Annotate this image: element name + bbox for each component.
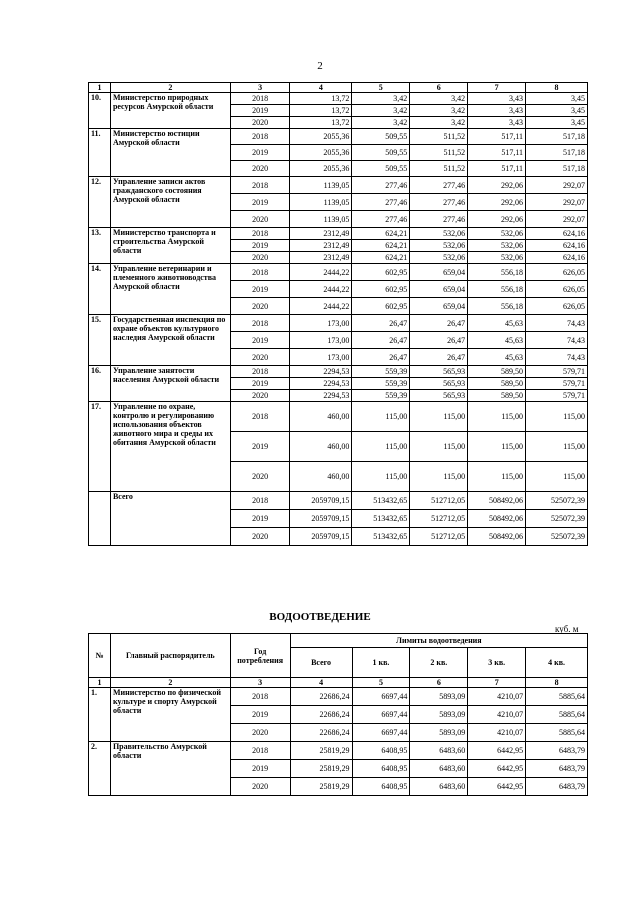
- value-cell: 509,55: [352, 145, 410, 161]
- table-row: [89, 402, 588, 432]
- value-cell: 2055,36: [290, 129, 352, 145]
- year-cell: 2019: [230, 105, 290, 117]
- row-index: 1.: [89, 688, 111, 742]
- row-index: 13.: [89, 228, 111, 264]
- value-cell: 74,43: [526, 315, 588, 332]
- value-cell: 6442,95: [468, 742, 526, 760]
- value-cell: 508492,06: [468, 528, 526, 546]
- row-index: 17.: [89, 402, 111, 492]
- value-cell: 6697,44: [352, 724, 410, 742]
- value-cell: 6442,95: [468, 778, 526, 796]
- sub-header: 2 кв.: [410, 648, 468, 678]
- value-cell: 26,47: [352, 315, 410, 332]
- column-number: 8: [526, 83, 588, 93]
- value-cell: 292,06: [468, 194, 526, 211]
- row-index: 15.: [89, 315, 111, 366]
- row-index: 12.: [89, 177, 111, 228]
- value-cell: 115,00: [352, 402, 410, 432]
- value-cell: 22686,24: [290, 724, 352, 742]
- year-cell: 2018: [230, 742, 290, 760]
- value-cell: 532,06: [410, 228, 468, 240]
- value-cell: 579,71: [526, 378, 588, 390]
- row-index: 16.: [89, 366, 111, 402]
- year-cell: 2018: [230, 93, 290, 105]
- value-cell: 2055,36: [290, 145, 352, 161]
- value-cell: 13,72: [290, 105, 352, 117]
- value-cell: 659,04: [410, 298, 468, 315]
- value-cell: 509,55: [352, 161, 410, 177]
- distributor-name: Управление занятости населения Амурской области: [110, 366, 230, 402]
- value-cell: 6442,95: [468, 760, 526, 778]
- distributor-name: Управление по охране, контролю и регулированию использования объектов животного мира и среды их обитания Амурской области: [110, 402, 230, 492]
- value-cell: 2059709,15: [290, 510, 352, 528]
- value-cell: 626,05: [526, 281, 588, 298]
- value-cell: 3,43: [468, 105, 526, 117]
- year-cell: 2018: [230, 366, 290, 378]
- year-cell: 2019: [230, 432, 290, 462]
- column-number: 6: [410, 678, 468, 688]
- year-cell: 2019: [230, 281, 290, 298]
- value-cell: 460,00: [290, 462, 352, 492]
- table-row: [89, 264, 588, 281]
- value-cell: 13,72: [290, 117, 352, 129]
- year-cell: 2019: [230, 194, 290, 211]
- value-cell: 115,00: [468, 462, 526, 492]
- year-cell: 2020: [230, 462, 290, 492]
- distributor-name: Всего: [110, 492, 230, 546]
- value-cell: 277,46: [410, 177, 468, 194]
- value-cell: 173,00: [290, 332, 352, 349]
- value-cell: 626,05: [526, 298, 588, 315]
- row-index: 14.: [89, 264, 111, 315]
- value-cell: 3,45: [526, 93, 588, 105]
- column-number-row: [89, 83, 588, 93]
- year-cell: 2018: [230, 177, 290, 194]
- table-row: [89, 93, 588, 105]
- value-cell: 556,18: [468, 281, 526, 298]
- year-cell: 2018: [230, 315, 290, 332]
- value-cell: 5893,09: [410, 706, 468, 724]
- value-cell: 292,06: [468, 177, 526, 194]
- value-cell: 3,43: [468, 117, 526, 129]
- value-cell: 22686,24: [290, 688, 352, 706]
- value-cell: 512712,05: [410, 510, 468, 528]
- value-cell: 624,16: [526, 252, 588, 264]
- value-cell: 173,00: [290, 315, 352, 332]
- value-cell: 2444,22: [290, 264, 352, 281]
- value-cell: 624,16: [526, 240, 588, 252]
- col-no-header: №: [89, 634, 111, 678]
- section-title: ВОДООТВЕДЕНИЕ: [269, 611, 371, 623]
- value-cell: 511,52: [410, 161, 468, 177]
- value-cell: 26,47: [410, 315, 468, 332]
- value-cell: 2444,22: [290, 298, 352, 315]
- value-cell: 3,42: [410, 105, 468, 117]
- value-cell: 4210,07: [468, 706, 526, 724]
- row-index: 11.: [89, 129, 111, 177]
- value-cell: 3,42: [352, 105, 410, 117]
- value-cell: 624,21: [352, 240, 410, 252]
- value-cell: 3,45: [526, 105, 588, 117]
- year-cell: 2019: [230, 510, 290, 528]
- value-cell: 25819,29: [290, 760, 352, 778]
- value-cell: 277,46: [352, 194, 410, 211]
- column-number: 2: [110, 678, 230, 688]
- value-cell: 5885,64: [526, 724, 588, 742]
- value-cell: 5893,09: [410, 688, 468, 706]
- year-cell: 2020: [230, 390, 290, 402]
- value-cell: 659,04: [410, 281, 468, 298]
- distributor-name: Государственная инспекция по охране объектов культурного наследия Амурской области: [110, 315, 230, 366]
- value-cell: 277,46: [352, 177, 410, 194]
- value-cell: 589,50: [468, 378, 526, 390]
- value-cell: 602,95: [352, 264, 410, 281]
- row-index: 2.: [89, 742, 111, 796]
- column-number: 7: [468, 678, 526, 688]
- distributor-name: Правительство Амурской области: [110, 742, 230, 796]
- value-cell: 115,00: [410, 432, 468, 462]
- page-number: 2: [317, 60, 323, 72]
- year-cell: 2020: [230, 117, 290, 129]
- distributor-name: Министерство природных ресурсов Амурской области: [110, 93, 230, 129]
- allocation-table-2: [88, 633, 588, 796]
- value-cell: 6408,95: [352, 760, 410, 778]
- value-cell: 532,06: [410, 240, 468, 252]
- year-cell: 2019: [230, 760, 290, 778]
- value-cell: 556,18: [468, 264, 526, 281]
- value-cell: 511,52: [410, 145, 468, 161]
- column-number: 4: [290, 678, 352, 688]
- value-cell: 579,71: [526, 366, 588, 378]
- sub-header: 4 кв.: [526, 648, 588, 678]
- sub-header: 1 кв.: [352, 648, 410, 678]
- distributor-name: Управление записи актов гражданского состояния Амурской области: [110, 177, 230, 228]
- value-cell: 277,46: [410, 194, 468, 211]
- value-cell: 6483,79: [526, 760, 588, 778]
- value-cell: 1139,05: [290, 194, 352, 211]
- table-row: [89, 742, 588, 760]
- value-cell: 5893,09: [410, 724, 468, 742]
- year-cell: 2018: [230, 402, 290, 432]
- value-cell: 2444,22: [290, 281, 352, 298]
- value-cell: 556,18: [468, 298, 526, 315]
- value-cell: 513432,65: [352, 528, 410, 546]
- value-cell: 460,00: [290, 432, 352, 462]
- units-label: куб. м: [555, 624, 579, 634]
- distributor-name: Министерство транспорта и строительства Амурской области: [110, 228, 230, 264]
- value-cell: 559,39: [352, 390, 410, 402]
- value-cell: 532,06: [468, 252, 526, 264]
- value-cell: 115,00: [468, 432, 526, 462]
- table-row: [89, 366, 588, 378]
- value-cell: 277,46: [410, 211, 468, 228]
- value-cell: 6483,60: [410, 778, 468, 796]
- table-row: [89, 228, 588, 240]
- value-cell: 6483,60: [410, 742, 468, 760]
- value-cell: 5885,64: [526, 706, 588, 724]
- year-cell: 2020: [230, 778, 290, 796]
- value-cell: 22686,24: [290, 706, 352, 724]
- value-cell: 173,00: [290, 349, 352, 366]
- year-cell: 2018: [230, 264, 290, 281]
- year-cell: 2019: [230, 240, 290, 252]
- value-cell: 589,50: [468, 366, 526, 378]
- year-cell: 2019: [230, 706, 290, 724]
- value-cell: 513432,65: [352, 492, 410, 510]
- year-cell: 2018: [230, 492, 290, 510]
- value-cell: 624,21: [352, 228, 410, 240]
- value-cell: 74,43: [526, 349, 588, 366]
- col-name-header: Главный распорядитель: [110, 634, 230, 678]
- limits-header: Лимиты водоотведения: [290, 634, 587, 648]
- col-year-header: Год потребления: [230, 634, 290, 678]
- distributor-name: Министерство по физической культуре и спорту Амурской области: [110, 688, 230, 742]
- column-number: 3: [230, 678, 290, 688]
- value-cell: 559,39: [352, 366, 410, 378]
- value-cell: 532,06: [468, 228, 526, 240]
- value-cell: 508492,06: [468, 492, 526, 510]
- column-number: 2: [110, 83, 230, 93]
- value-cell: 589,50: [468, 390, 526, 402]
- column-number: 7: [468, 83, 526, 93]
- table-row: [89, 177, 588, 194]
- value-cell: 579,71: [526, 390, 588, 402]
- value-cell: 6408,95: [352, 742, 410, 760]
- value-cell: 3,45: [526, 117, 588, 129]
- value-cell: 2312,49: [290, 240, 352, 252]
- column-number: 8: [526, 678, 588, 688]
- value-cell: 74,43: [526, 332, 588, 349]
- value-cell: 292,06: [468, 211, 526, 228]
- value-cell: 4210,07: [468, 688, 526, 706]
- value-cell: 2312,49: [290, 228, 352, 240]
- value-cell: 3,42: [410, 93, 468, 105]
- sub-header: 3 кв.: [468, 648, 526, 678]
- value-cell: 115,00: [468, 402, 526, 432]
- value-cell: 517,18: [526, 145, 588, 161]
- value-cell: 292,07: [526, 177, 588, 194]
- column-number: 1: [89, 83, 111, 93]
- value-cell: 532,06: [468, 240, 526, 252]
- value-cell: 6483,79: [526, 742, 588, 760]
- value-cell: 3,43: [468, 93, 526, 105]
- value-cell: 45,63: [468, 332, 526, 349]
- value-cell: 512712,05: [410, 528, 468, 546]
- value-cell: 115,00: [410, 462, 468, 492]
- table-row: [89, 129, 588, 145]
- value-cell: 26,47: [410, 349, 468, 366]
- table-row: [89, 688, 588, 706]
- year-cell: 2020: [230, 161, 290, 177]
- value-cell: 6483,79: [526, 778, 588, 796]
- value-cell: 2059709,15: [290, 492, 352, 510]
- value-cell: 115,00: [352, 432, 410, 462]
- value-cell: 624,16: [526, 228, 588, 240]
- value-cell: 25819,29: [290, 778, 352, 796]
- value-cell: 2294,53: [290, 366, 352, 378]
- column-number: 3: [230, 83, 290, 93]
- year-cell: 2020: [230, 349, 290, 366]
- value-cell: 2055,36: [290, 161, 352, 177]
- value-cell: 517,18: [526, 129, 588, 145]
- value-cell: 624,21: [352, 252, 410, 264]
- year-cell: 2020: [230, 298, 290, 315]
- year-cell: 2020: [230, 724, 290, 742]
- row-index: [89, 492, 111, 546]
- value-cell: 517,11: [468, 129, 526, 145]
- value-cell: 26,47: [352, 332, 410, 349]
- allocation-table-1: [88, 82, 588, 546]
- value-cell: 513432,65: [352, 510, 410, 528]
- column-number-row: [89, 678, 588, 688]
- year-cell: 2019: [230, 145, 290, 161]
- value-cell: 626,05: [526, 264, 588, 281]
- value-cell: 115,00: [526, 432, 588, 462]
- value-cell: 2294,53: [290, 390, 352, 402]
- value-cell: 1139,05: [290, 211, 352, 228]
- distributor-name: Управление ветеринарии и племенного животноводства Амурской области: [110, 264, 230, 315]
- value-cell: 2294,53: [290, 378, 352, 390]
- year-cell: 2020: [230, 211, 290, 228]
- table-row: [89, 492, 588, 510]
- column-number: 1: [89, 678, 111, 688]
- value-cell: 3,42: [352, 117, 410, 129]
- value-cell: 292,07: [526, 211, 588, 228]
- value-cell: 26,47: [352, 349, 410, 366]
- distributor-name: Министерство юстиции Амурской области: [110, 129, 230, 177]
- value-cell: 3,42: [352, 93, 410, 105]
- value-cell: 565,93: [410, 378, 468, 390]
- column-number: 4: [290, 83, 352, 93]
- value-cell: 25819,29: [290, 742, 352, 760]
- column-number: 5: [352, 83, 410, 93]
- value-cell: 277,46: [352, 211, 410, 228]
- value-cell: 6408,95: [352, 778, 410, 796]
- value-cell: 6697,44: [352, 706, 410, 724]
- value-cell: 45,63: [468, 315, 526, 332]
- value-cell: 460,00: [290, 402, 352, 432]
- value-cell: 4210,07: [468, 724, 526, 742]
- row-index: 10.: [89, 93, 111, 129]
- value-cell: 525072,39: [526, 528, 588, 546]
- value-cell: 602,95: [352, 281, 410, 298]
- year-cell: 2019: [230, 378, 290, 390]
- value-cell: 532,06: [410, 252, 468, 264]
- value-cell: 559,39: [352, 378, 410, 390]
- value-cell: 659,04: [410, 264, 468, 281]
- value-cell: 525072,39: [526, 510, 588, 528]
- value-cell: 509,55: [352, 129, 410, 145]
- value-cell: 517,11: [468, 145, 526, 161]
- year-cell: 2018: [230, 688, 290, 706]
- value-cell: 517,11: [468, 161, 526, 177]
- value-cell: 517,18: [526, 161, 588, 177]
- value-cell: 508492,06: [468, 510, 526, 528]
- value-cell: 115,00: [352, 462, 410, 492]
- value-cell: 13,72: [290, 93, 352, 105]
- table-row: [89, 315, 588, 332]
- value-cell: 5885,64: [526, 688, 588, 706]
- value-cell: 602,95: [352, 298, 410, 315]
- value-cell: 2312,49: [290, 252, 352, 264]
- value-cell: 525072,39: [526, 492, 588, 510]
- value-cell: 115,00: [410, 402, 468, 432]
- value-cell: 115,00: [526, 402, 588, 432]
- value-cell: 511,52: [410, 129, 468, 145]
- year-cell: 2018: [230, 228, 290, 240]
- value-cell: 6483,60: [410, 760, 468, 778]
- column-number: 5: [352, 678, 410, 688]
- value-cell: 565,93: [410, 366, 468, 378]
- value-cell: 3,42: [410, 117, 468, 129]
- value-cell: 115,00: [526, 462, 588, 492]
- value-cell: 292,07: [526, 194, 588, 211]
- value-cell: 6697,44: [352, 688, 410, 706]
- value-cell: 45,63: [468, 349, 526, 366]
- column-number: 6: [410, 83, 468, 93]
- sub-header: Всего: [290, 648, 352, 678]
- year-cell: 2018: [230, 129, 290, 145]
- value-cell: 565,93: [410, 390, 468, 402]
- value-cell: 26,47: [410, 332, 468, 349]
- value-cell: 2059709,15: [290, 528, 352, 546]
- year-cell: 2020: [230, 252, 290, 264]
- value-cell: 1139,05: [290, 177, 352, 194]
- value-cell: 512712,05: [410, 492, 468, 510]
- year-cell: 2019: [230, 332, 290, 349]
- year-cell: 2020: [230, 528, 290, 546]
